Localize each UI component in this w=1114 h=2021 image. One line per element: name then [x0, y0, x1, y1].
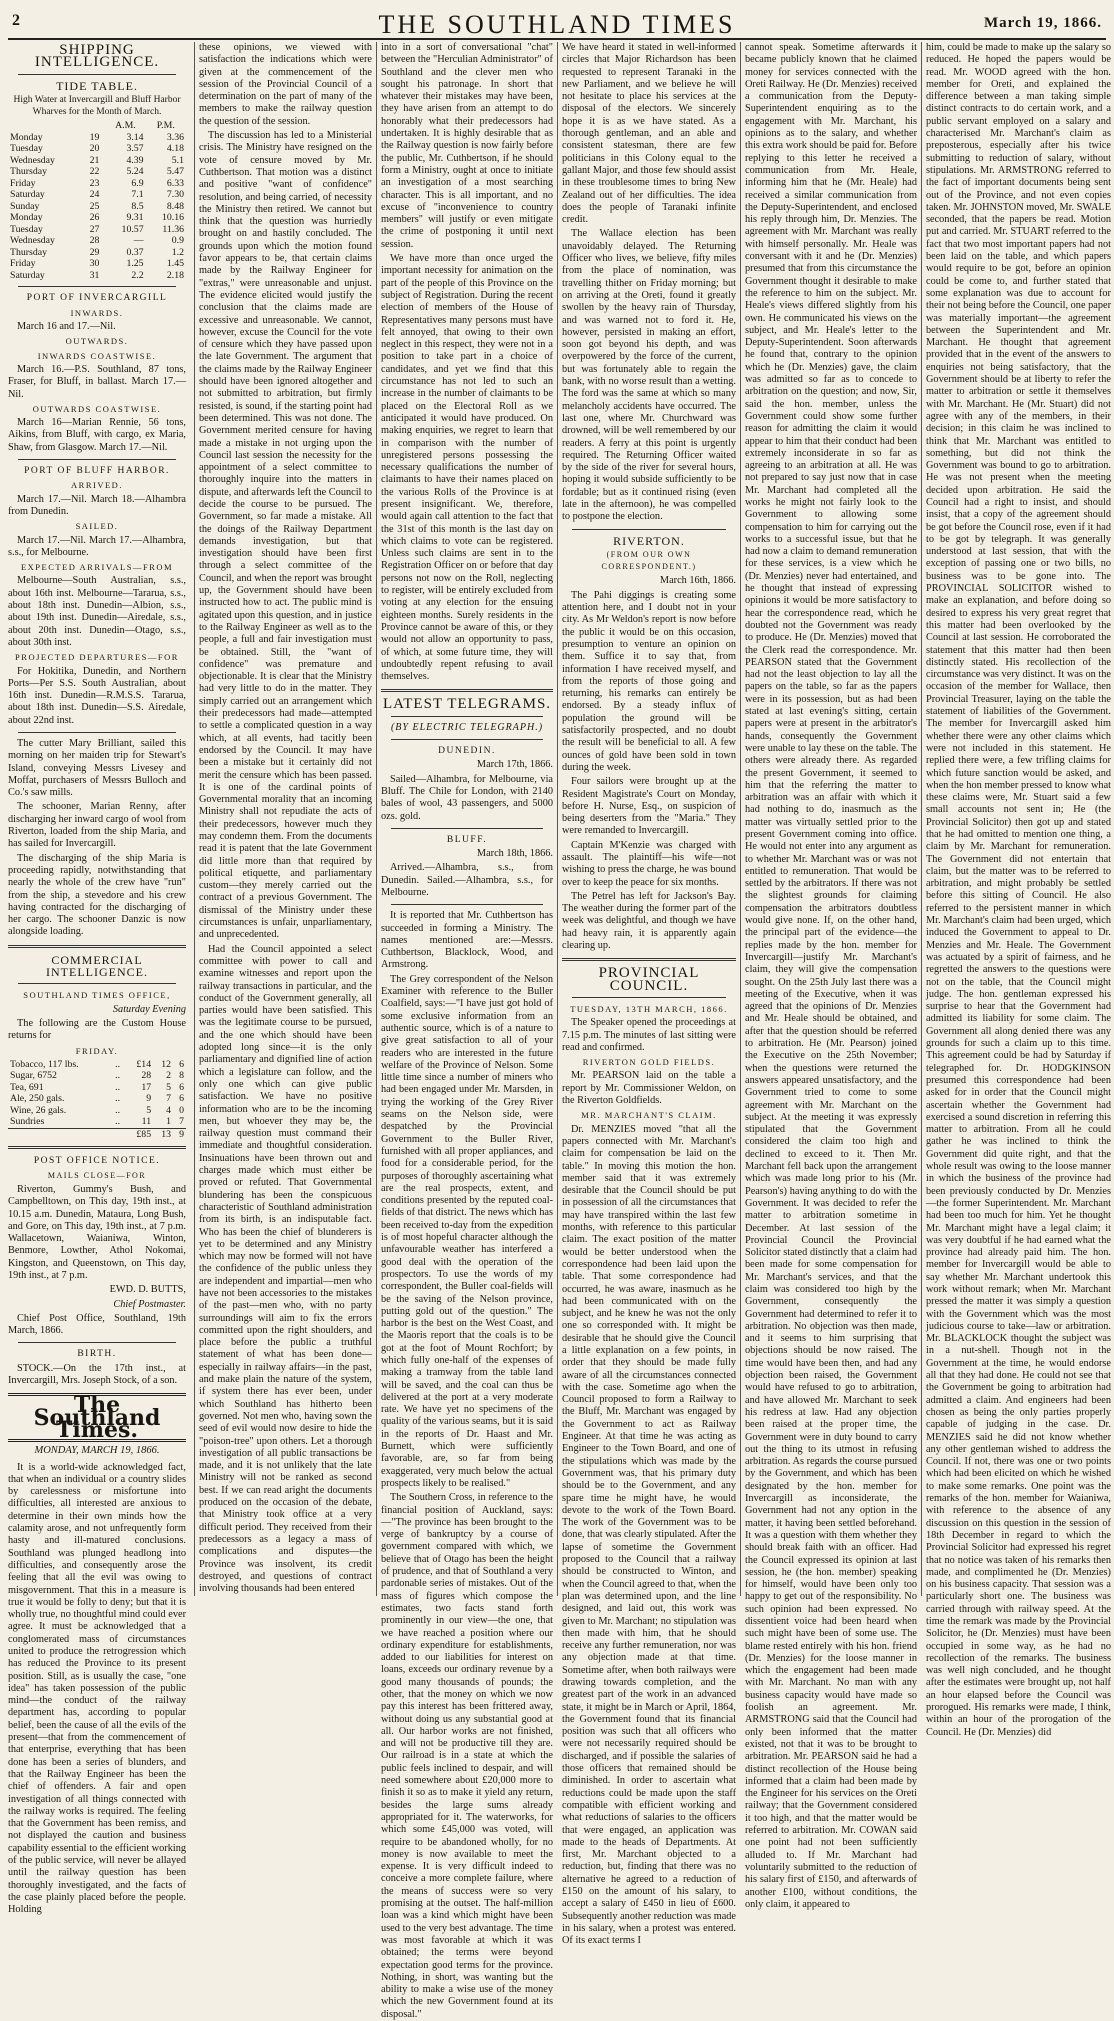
- tide-header-am: A.M.: [115, 120, 136, 132]
- tide-row: [8, 247, 186, 259]
- sailed-text: March 17.—Nil. March 17.—Alhambra, s.s., for Melbourne.: [8, 534, 186, 558]
- tide-cell: Monday: [10, 212, 43, 224]
- customs-cell: Wine, 26 gals.: [10, 1104, 67, 1116]
- riverton-heading: RIVERTON.: [613, 533, 685, 548]
- tide-cell: 9.31: [126, 212, 144, 224]
- customs-total: £85: [136, 1128, 152, 1140]
- council-paragraph: The Speaker opened the proceedings at 7.15 p.m. The minutes of last sitting were read and confirmed.: [562, 1017, 736, 1053]
- customs-cell: 5: [146, 1104, 152, 1116]
- tide-row: [8, 224, 186, 236]
- tide-cell: 6.9: [131, 177, 144, 189]
- tide-row: [8, 212, 186, 224]
- tide-cell: 31: [89, 269, 100, 281]
- tide-cell: Tuesday: [10, 223, 43, 235]
- customs-cell: ..: [115, 1104, 121, 1116]
- bluff-date: March 18th, 1866.: [476, 848, 553, 860]
- tide-cell: 29: [89, 246, 100, 258]
- column-4: [557, 42, 736, 1947]
- tide-cell: 2.2: [131, 269, 144, 281]
- tide-table-title: TIDE TABLE.: [56, 78, 138, 93]
- bluff-heading: BLUFF.: [446, 834, 488, 845]
- port-invercargill-heading: PORT OF INVERCARGILL: [26, 293, 168, 304]
- customs-row: [8, 1105, 186, 1117]
- commercial-day: Saturday Evening: [112, 1003, 186, 1015]
- tide-cell: 27: [89, 223, 100, 235]
- customs-cell: Tea, 691: [10, 1081, 44, 1093]
- news-paragraph: The Southern Cross, in reference to the financial position of Auckland, says:—"The province has been brought to the verge of bankruptcy by a course of government compared with which, we believe that of Otago has been the height of prudence, and that of Southland a very pardonable series of mistakes. Out of the mass of figures which compose the estimates, two facts stand forth prominently in our view—the one, that we have reached a position where our ordinary expenditure for establishments, added to our liabilities for interest on loans, exceeds our ordinary revenue by a good many thousands of pounds; the other, that the money on which we now pay this interest has been frittered away, without doing us any substantial good at all. Our harbor works are not finished, and will not be productive till they are. Our railroad is in a state at which the public feels inclined to despair, and will need somewhere about £20,000 more to finish it so as to make it yield any return, besides the large sums already appropriated for it. The waterworks, for which some £45,000 was voted, will require to be abandoned wholly, for no money is now available to meet the expense. It is very difficult indeed to conceive a more complete failure, where the means of success were so very promising at the outset. The half-million loan was a kind which might have been used to the very best advantage. The time was most favorable at which it was obtained; the terms were beyond expectation good terms for the province. Nothing, in short, was wanting but the ability to make a wise use of the money which the new Government found at its disposal.": [381, 1492, 553, 2020]
- riverton-paragraph: The Petrel has left for Jackson's Bay. The weather during the former part of the week was delightful, and though we have had heavy rain, it is apparently again clearing up.: [562, 890, 736, 952]
- customs-cell: 7: [166, 1093, 172, 1105]
- customs-cell: 11: [141, 1116, 152, 1128]
- port-bluff-heading: PORT OF BLUFF HARBOR.: [24, 466, 170, 477]
- tide-note: High Water at Invercargill and Bluff Harbor Wharves for the Month of March.: [13, 94, 181, 118]
- tide-cell: 4.18: [166, 143, 184, 155]
- tide-cell: 24: [89, 189, 100, 201]
- telegrams-subheading: (BY ELECTRIC TELEGRAPH.): [390, 721, 544, 733]
- council-paragraph: cannot speak. Sometime afterwards it became publicly known that he claimed money for services connected with the Oreti Railway. He (Dr. Menzies) received a communication from the Deputy-Superintendent enquiring as to the engagement with Mr. Marchant, his opinions as to the salary, and whether this extra work should be paid for. Before replying to this letter he received a communication from Mr. Heale, informing him that he (Mr. Heale) had received a similar communication from the Deputy-Superintendent, and enclosed his reply through him, Dr. Menzies. The agreement with Mr. Marchant was really with himself personally. Mr. Heale was conversant with it and he (Dr. Menzies) presumed that from this circumstance the Government thought it desirable to make the reference to him on the subject. Mr. Heale's views differed slightly from his own. He communicated his views on the subject, and Mr. Heale's letter to the Deputy-Superintendent. Soon afterwards he found that, contrary to the opinion which he (Dr. Menzies) gave, the claim was admitted so far as to concede to arbitration on the question; and now, Sir, said the hon. member, unless the Government could show some further reason for admitting the claim it would appear to him that their conduct had been extremely inconsiderate in so far as agreeing to an arbitration at all. He was not prepared to say just now that in case Mr. Marchant had completed all the works he might not fairly look to the Government to allowing some compensation to him for carrying out the works to a successful issue, but that he had now a claim to demand remuneration for these services, is a view which he (Dr. Menzies) never had entertained, and he thought that instead of expressing opinions it would be more satisfactory to hear the correspondence read, which he doubted not the Government was ready to produce. He (Dr. Menzies) moved that the Clerk read the correspondence. Mr. PEARSON stated that the Government had not the least objection to lay all the papers on the table, so far as the papers were in its possession, but as had been stated at last evening's sitting, certain papers were at present in the arbitrator's hands, consequently the Government were unable to lay these on the table. The others were already there. As regarded the present Government, it seemed to him that the referring the matter to arbitration was an affair with which it had nothing to do, inasmuch as the matter was virtually settled prior to the present Government coming into office. He would not enter into any argument as to whether Mr. Marchant was or was not entitled to remuneration. That would be settled by the arbitrators. If there was not the slightest grounds for claiming compensation the arbitrators doubtless would give none. If, on the other hand, the principal part of the evidence—the replies made by the hon. member for Invercargill—justify Mr. Marchant's claim, they will give the compensation sought. On the 25th July last there was a meeting of the Executive, when it was agreed that the opinions of Dr. Menzies and Mr. Heale should be obtained, and after that the question should be referred to arbitration. He (Mr. Pearson) joined the Executive on the 25th November; when the questions were returned the answers appeared unsatisfactory, and the Government tried to come to some agreement with Mr. Marchant on the subject. At the meeting it was expressly stipulated that the Government considered the claim too high and declined to exceed to it. Then Mr. Marchant fell back upon the arrangement which was made long prior to his (Mr. Pearson's) having anything to do with the Government. It was decided to refer the matter to arbitration sometime in December. At last session of the Provincial Council the Provincial Solicitor stated distinctly that a claim had been made for some compensation for Mr. Marchant's services, and that the claim was considered too high by the Government, consequently the Government had determined to refer it to arbitration. No objection was then made, and it seems to him surprising that objections should be now raised. The time would have been then, and had any objection been raised, the Government would have refused to go to arbitration, and have allowed Mr. Marchant to seek his redress at law. Had any objection been raised at the proper time, the Government were in duty bound to carry out the thing to its utmost in refusing arbitration. As regards the course pursued by the Government, and which has been designated by the hon. member for Invercargill as inconsiderate, the Government had not any option in the matter, it having been settled beforehand. It was a question with them whether they should break faith with an officer. Had the Council expressed its opinion at last session, he (the hon. member) speaking for himself, would have been only too happy to get out of the responsibility. No such opinion had been expressed. No dissentient voice had been heard when such might have been of some use. The blame rested entirely with his hon. friend (Dr. Menzies) for the loose manner in which the engagement had been made with Mr. Marchant. No man with any business capacity would have made so foolish an agreement. Mr. ARMSTRONG said that the Council had only been informed that the matter existed, not that it was to be brought to arbitration. Mr. PEARSON said he had a distinct recollection of the House being informed that a claim had been made by the Engineer for his services on the Oreti railway; that the Government considered it too high, and that the matter would be referred to arbitration. Mr. COWAN said one point had not been sufficiently alluded to. If Mr. Marchant had voluntarily submitted to the reduction of his salary first of £150, and afterwards of another £100, without conditions, the only claim, it appeared to: [745, 42, 917, 1910]
- column-5: [740, 42, 917, 1910]
- customs-cell: 9: [146, 1093, 152, 1105]
- column-1: [8, 42, 186, 1916]
- newspaper-title: THE SOUTHLAND TIMES: [378, 10, 736, 39]
- post-office-place: Chief Post Office, Southland, 19th March, 1866.: [8, 1312, 186, 1337]
- council-heading: PROVINCIAL COUNCIL.: [598, 965, 700, 994]
- tide-cell: 7.1: [131, 189, 144, 201]
- customs-cell: Sugar, 6752: [10, 1070, 57, 1082]
- tide-cell: 25: [89, 200, 100, 212]
- council-date: TUESDAY, 13TH MARCH, 1866.: [570, 1003, 728, 1014]
- tide-cell: Tuesday: [10, 143, 43, 155]
- arrived-text: March 17.—Nil. March 18.—Alhambra from Dunedin.: [8, 493, 186, 517]
- tide-cell: Thursday: [10, 246, 48, 258]
- riverton-date: March 16th, 1866.: [659, 575, 736, 587]
- tide-cell: 21: [89, 154, 100, 166]
- tide-cell: 3.36: [166, 131, 184, 143]
- tide-row: [8, 201, 186, 213]
- tide-cell: 23: [89, 177, 100, 189]
- tide-cell: 3.57: [126, 143, 144, 155]
- tide-header-pm: P.M.: [156, 120, 175, 132]
- customs-cell: ..: [115, 1081, 121, 1093]
- customs-cell: 7: [179, 1116, 184, 1128]
- news-paragraph: It is reported that Mr. Cuthbertson has succeeded in forming a Ministry. The names mentioned are:—Messrs. Cuthbertson, Blacklock, Wood, and Armstrong.: [381, 910, 553, 971]
- tide-cell: Sunday: [10, 200, 40, 212]
- editorial-masthead: The Southland Times.: [8, 1393, 186, 1442]
- tide-table: [8, 120, 186, 281]
- customs-cell: 2: [166, 1070, 172, 1082]
- tide-cell: 7.30: [166, 189, 184, 201]
- projected-text: For Hokitika, Dunedin, and Northern Ports—Per S.S. South Australian, about 16th inst. Dunedin—R.M.S.S. Tararua, about 18th inst. Dunedin—S.S. Airedale, about 22nd inst.: [8, 665, 186, 726]
- column-2: [194, 42, 372, 1596]
- tide-cell: 4.39: [126, 154, 144, 166]
- tide-cell: 19: [89, 131, 100, 143]
- tide-cell: 1.2: [171, 246, 184, 258]
- tide-cell: Saturday: [10, 189, 45, 201]
- shipping-news-paragraph: The schooner, Marian Renny, after discharging her inward cargo of wool from Riverton, loaded from the ship Maria, and has sailed for Invercargill.: [8, 801, 186, 850]
- customs-cell: ..: [115, 1070, 121, 1082]
- shipping-news-paragraph: The cutter Mary Brilliant, sailed this morning on her maiden trip for Stewart's Island, conveying Messrs Livesey and Moffat, purchasers of Messrs Bulloch and Co.'s saw mills.: [8, 737, 186, 799]
- customs-cell: ..: [115, 1116, 121, 1128]
- shipping-news-paragraph: The discharging of the ship Maria is proceeding rapidly, notwithstanding that nearly the whole of the crew have "run" from the ship, a stevedore and his crew having contracted for the discharging of her cargo. The schooner Danzic is now alongside loading.: [8, 852, 186, 938]
- tide-cell: 8.48: [166, 200, 184, 212]
- inwards-coast-text: March 16.—P.S. Southland, 87 tons, Fraser, for Bluff, in ballast. March 17.—Nil.: [8, 363, 186, 400]
- masthead: [8, 6, 1106, 40]
- column-3: [376, 42, 553, 2020]
- customs-row: [8, 1116, 186, 1128]
- mails-close-label: MAILS CLOSE—FOR: [47, 1170, 147, 1180]
- tide-cell: Wednesday: [10, 235, 55, 247]
- tide-cell: 10.57: [121, 223, 144, 235]
- customs-row: [8, 1070, 186, 1082]
- customs-cell: 4: [166, 1104, 172, 1116]
- customs-cell: 1: [166, 1116, 172, 1128]
- page-number: 2: [12, 12, 20, 29]
- tide-cell: Friday: [10, 258, 36, 270]
- post-office-text: Riverton, Gummy's Bush, and Campbelltown, on This day, 19th inst., at 10.15 a.m. Dunedin, Mataura, Long Bush, and Gore, on This day, 19th inst., at 7 p.m. Wallacetown, Waianiwa, Winton, Benmore, Lowther, Athol Nokomai, Kingston, and Queenstown, on This day, 19th inst., at 7 p.m.: [8, 1183, 186, 1281]
- birth-heading: BIRTH.: [77, 1349, 117, 1360]
- customs-cell: Sundries: [10, 1116, 45, 1128]
- tide-cell: 22: [89, 166, 100, 178]
- tide-row: [8, 132, 186, 144]
- editorial-paragraph: these opinions, we viewed with satisfaction the indications which were given at the commencement of the session of the Provincial Council of a determination on the part of many of the members to make the railway question the question of the session.: [199, 42, 372, 127]
- dunedin-date: March 17th, 1866.: [476, 759, 553, 771]
- outwards-coast-text: March 16—Marian Rennie, 56 tons, Aikins, from Bluff, with cargo, ex Maria, Shaw, from Glasgow. March 17.—Nil.: [8, 417, 186, 453]
- tide-cell: —: [133, 235, 144, 247]
- postmaster-name: EWD. D. BUTTS,: [109, 1284, 186, 1296]
- customs-cell: 6: [179, 1058, 184, 1070]
- news-paragraph: We have heard it stated in well-informed circles that Major Richardson has been requested to represent Taranaki in the new Parliament, and we believe he will not hesitate to place his services at the disposal of the electors. We sincerely hope it is as we have stated. As a thorough gentleman, and an able and consistent statesman, there are few politicians in this Colony equal to the gallant Major, and those few should assist in these troublesome times to bring New Zealand out of her difficulties. The idea does the people of Taranaki infinite credit.: [562, 42, 736, 226]
- tide-cell: 26: [89, 212, 100, 224]
- birth-notice: STOCK.—On the 17th inst., at Invercargill, Mrs. Joseph Stock, of a son.: [8, 1362, 186, 1387]
- customs-cell: Ale, 250 gals.: [10, 1093, 65, 1105]
- tide-cell: 1.25: [126, 258, 144, 270]
- customs-cell: £14: [136, 1058, 152, 1070]
- tide-cell: Friday: [10, 177, 36, 189]
- outwards-label: OUTWARDS.: [65, 336, 129, 347]
- customs-cell: 6: [179, 1093, 184, 1105]
- projected-label: PROJECTED DEPARTURES—FOR: [15, 652, 179, 663]
- expected-label: EXPECTED ARRIVALS—FROM: [20, 562, 174, 573]
- commercial-intro: The following are the Custom House returns for: [8, 1017, 186, 1042]
- editorial-dateline: MONDAY, MARCH 19, 1866.: [34, 1445, 160, 1457]
- expected-text: Melbourne—South Australian, s.s., about 16th inst. Melbourne—Tararua, s.s., about 18th inst. Dunedin—Albion, s.s., about 19th inst. Dunedin—Airedale, s.s., about 20th inst. Dunedin—Otago, s.s., about 30th inst.: [8, 575, 186, 648]
- council-paragraph: him, could be made to make up the salary so reduced. He hoped the papers would be read. Mr. WOOD agreed with the hon. member for Oreti, and explained the difference between a man taking simple distinct contracts to do certain work, and a public servant employed on a salary and characterised Mr. Marchant's claim as preposterous, especially after his twice submitting to reduction of salary, without stipulations. Mr. ARMSTRONG referred to the fact of important documents being sent out of the Province, and not even copies taken. Mr. JOHNSTON moved, Mr. SWALE seconded, that the papers be read. Motion put and carried. Mr. STUART referred to the fact that two most important papers had not been laid on the table, and which papers would require to be got, before an opinion could be come to, and further stated that some explanation was due to account for their not being before the Council, one paper was materially important—the agreement between the Superintendent and Mr. Marchant. He thought that agreement provided that in the event of the answers to enquiries not being satisfactory, that the Government should be at liberty to refer the matter to arbitration or settle it themselves with Mr. Marchant. He (Mr. Stuart) did not agree with any of the members, in their decision; in this claim he was inclined to think that Mr. Marchant was entitled to something, but did not think the Government was bound to go to arbitration. He was not present when the meeting decided upon arbitration. He said the Council had a right to insist, and should insist, that a copy of the agreement should be got before the Council rose, even if it had to be got by telegraph. It was generally understood at last session, that with the exception of passing one or two bills, no business was to be gone into. The PROVINCIAL SOLICITOR wished to make an explanation, and before doing so desired to express his very great regret that this matter had been overlooked by the Council at last session. He corroborated the statement that this matter had then been distinctly stated. His recollection of the circumstance was very distinct. It was on the occasion of the member for Wallace, then Provincial Treasurer, laying on the table the statement of liabilities of the Government. The member for Invercargill asked him whether there were any other claims which were not included in this statement. He replied there were, a few trifling claims for which future sanction would be asked, and when the hon member pressed to know what these claims were, Mr. Stuart said a few small accounts not sent in; He (the Provincial Solicitor) then got up and stated that he had omitted to mention one thing, a claim by Mr. Marchant for remuneration. The Government did not entertain that claim, but the matter was to be referred to arbitration, and might probably be settled before this sitting of Council. He also referred to the persistent manner in which Mr. Marchant's claim had been urged, which induced the Government to appeal to Dr. Menzies and Mr. Heale. The Government was actuated by a spirit of fairness, and he regretted the answers to the questions were not on the table, that the Council might judge. The hon. gentleman expressed his surprise to hear that the Government had admitted its liability for some claim. The Government all along denied there was any grounds for such a claim up to this time. This agreement could be had by Saturday if telegraphed for. Dr. HODGKINSON presumed this correspondence had been asked for in order that the Council might ascertain whether the Government had exercised a sound discretion in referring this matter to arbitration. From all he could gather he was inclined to think the Government did quite right, and that the whole result was owing to the loose manner in which the business of the province had been previously conducted by Dr. Menzies—the former Superintendent. Mr. Marchant had been too much for him. Yet he thought Mr. Marchant might have a legal claim; it was very doubtful if he had earned what the province had already paid him. The hon. member for Invercargill would be able to say whether Mr. Marchant undertook this work without remark; when Mr. Marchant pressed the matter it was simply a question with the Government which was the most judicious course to take—law or arbitration. Mr. BLACKLOCK thought the subject was in a nut-shell. Though not in the Government at the time, he would endorse all that they had done. He could not see that the Government be going to arbitration had admitted a claim. And engineers had been chosen as being the only parties properly capable of judging in the case. Dr. MENZIES said he did not know whether any other gentleman wished to address the Council. If not, there was one or two points which had been elicited on which he wished to make some remarks. One point was the remarks of the hon. member for Waianiwa, with reference to the absence of any discussion on this question in the session of 18th December in regard to which the Provincial Solicitor had expressed his regret that no notice was taken of his remarks then made, and complimented he (Dr. Menzies) on his business capacity. That session was a particularly short one. The business was carried through with railway speed. At the time the remark was made by the Provincial Solicitor, he (Dr. Menzies) must have been occupied in some way, as he had no recollection of the remarks. The business was well nigh concluded, and he thought after the estimates were brought up, not half an hour elapsed before the Council was prorogued. His remarks were made, I think, within an hour of the prorogation of the Council. He (Dr. Menzies) did: [926, 42, 1111, 1738]
- customs-cell: Tobacco, 117 lbs.: [10, 1058, 79, 1070]
- tide-row: [8, 270, 186, 282]
- inwards-label: INWARDS.: [70, 307, 124, 318]
- riverton-paragraph: The Pahi diggings is creating some attention here, and I doubt not in your city. As Mr Weldon's report is now before the public it would be on this occasion, presumption to venture an opinion on them. Suffice it to say that, from information I have received myself, and from the reports of those going and returning, his remarks can entirely be endorsed. By a steady influx of population the ground will be satisfactorily prospected, and no doubt the result will be beneficial to all. A few ounces of gold have been sold in town during the week.: [562, 589, 736, 773]
- tide-cell: 10.16: [161, 212, 184, 224]
- dunedin-heading: DUNEDIN.: [438, 746, 496, 757]
- customs-row: [8, 1082, 186, 1094]
- tide-cell: 0.37: [126, 246, 144, 258]
- issue-date: March 19, 1866.: [983, 15, 1102, 31]
- tide-cell: 11.36: [162, 223, 184, 235]
- tide-cell: Monday: [10, 131, 43, 143]
- tide-cell: 1.45: [166, 258, 184, 270]
- riverton-goldfields-subheading: RIVERTON GOLD FIELDS.: [582, 1057, 716, 1068]
- customs-row: [8, 1059, 186, 1071]
- customs-cell: 17: [141, 1081, 152, 1093]
- post-office-heading: POST OFFICE NOTICE.: [33, 1156, 161, 1167]
- tide-cell: 28: [89, 235, 100, 247]
- tide-cell: 8.5: [131, 200, 144, 212]
- tide-row: [8, 178, 186, 190]
- customs-cell: 12: [161, 1058, 172, 1070]
- tide-cell: 0.9: [171, 235, 184, 247]
- editorial-paragraph: We have more than once urged the important necessity for animation on the part of the people of this Province on the subject of Registration. During the recent election of members of the House of Representatives many persons must have felt annoyed, that owing to their own neglect in this respect, they were not in a position to take part in a choice of candidates, and yet we find that this circumstance has not led to such an increase in the number of claimants to be placed on the Electoral Roll as we anticipated it would have produced. On making enquiries, we regret to learn that in comparison with the number of unregistered persons possessing the necessary qualifications the number of claimants to have their names placed on the various Rolls of the Province is at present insignificant. We, therefore, would again call attention to the fact that the 31st of this month is the last day on which claims to vote can be registered. Unless such claims are sent in to the Registration Officer on or before that day persons not now on the Roll, neglecting to register, will be entirely excluded from voting at any election for the ensuing eighteen months. Surely residents in the Province cannot be aware of this, or they would not allow an opportunity to pass, of which, at some future time, they will undoubtedly repent refusing to avail themselves.: [381, 253, 553, 683]
- tide-cell: 5.24: [126, 166, 144, 178]
- tide-row: [8, 258, 186, 270]
- dunedin-text: Sailed—Alhambra, for Melbourne, via Bluff. The Chile for London, with 2140 bales of wool, 43 passengers, and 5000 ozs. gold.: [381, 773, 553, 822]
- editorial-paragraph: The discussion has led to a Ministerial crisis. The Ministry have resigned on the vote of censure moved by Mr. Cuthbertson. That motion was a distinct and positive "want of confidence" resolution, and being carried, of necessity the Ministry then retired. We cannot but think that the question was hurriedly brought on and hastily concluded. The grounds upon which the motion found favor appears to be, that certain claims made by the Railway Engineer for "extras," were unreasonable and unjust. The evidence elicited would justify the conclusion that the claims made are excessive and unreasonable. We cannot, however, excuse the Council for the vote of censure which they have passed upon the late Government. The argument that the claims made by the Railway Engineer should have been ignored altogether and not submitted to arbitration, but firmly resisted, is sound, if the starting point had been determined. This was not done. The Government merited censure for having made a mistake in not urging upon the Council last session the necessity for the appointment of a select committee to thoroughly inquire into the matters in dispute, and afterwards left the Council to decide the course to be pursued. The Government, so far made a mistake. All the doings of the Railway Department demands investigation, but that investigation should have been first through a select committee of the Council, and when the report was brought up, the Government should have been instructed how to act. The public mind is agitated upon this question, and in justice to the Railway Engineer as well as to the people, a full and fair investigation must be obtained. Still, the "want of confidence" was premature and objectionable. It is clear that the Ministry had very little to do in the matter. They simply carried out an arrangement which their predecessors had made—attempted to settle a complicated question in a way which, at all events, had tacitly been endorsed by the Council. It may have been a mistake but it certainly did not merit the censure which has been passed. It is one of the cardinal points of Governmental morality that an incoming Ministry shall not repudiate the acts of their predecessors, however much they may condemn them. From the documents read it is patent that the late Government did little more than that required by political etiquette, and parliamentary custom—they merely carried out the contract of a previous Government. The dismissal of the Ministry under these circumstances is unfair, unparliamentary, and unprecedented.: [199, 130, 373, 941]
- tide-cell: Thursday: [10, 166, 48, 178]
- tide-cell: 30: [89, 258, 100, 270]
- news-paragraph: The Grey correspondent of the Nelson Examiner with reference to the Buller Coalfield, says:—"I have just got hold of some exclusive information from an authentic source, which is of a nature to give great satisfaction to all of your readers who are interested in the future welfare of the Province of Nelson. Some little time since a number of miners who had been engaged under Mr. Marsden, in trying the working of the Grey River seams on the Nelson side, were despatched by the Provincial Government to the Buller River, furnished with all proper appliances, and food for a considerable period, for the purposes of thoroughly ascertaining what are the real prospects, extent, and conditions presented by the reputed coal-fields of that district. The news which has been received to-day from the expedition is of most hopeful character although the unfavourable weather has interfered a good deal with the operation of the prospectors. To use the words of my correspondent, the Buller coal-fields will be the saving of the Nelson province, putting gold out of the question." The harbor is the best on the West Coast, and the Maoris report that the coals is to be got at the foot of Mount Rochfort; by which fully one-half of the expenses of making a tramway from the table land will be saved, and the coal can thus be delivered at the port at a very moderate rate. We have yet no specimens of the quality of the various seams, but it is said in the reports of Dr. Haast and Mr. Burnett, which were sufficiently favorable, are, so far from being exaggerated, very much below the actual prospects likely to be realised.": [381, 973, 553, 1489]
- tide-row: [8, 155, 186, 167]
- column-6: [921, 42, 1111, 1738]
- riverton-paragraph: Four sailors were brought up at the Resident Magistrate's Court on Monday, before H. Nurse, Esq., on suspicion of being deserters from the "Maria." They were remanded to Invercargill.: [562, 776, 736, 837]
- shipping-heading: SHIPPING INTELLIGENCE.: [34, 42, 160, 71]
- tide-cell: Saturday: [10, 269, 45, 281]
- sailed-label: SAILED.: [75, 521, 119, 532]
- inwards-text: March 16 and 17.—Nil.: [17, 321, 116, 333]
- editorial-paragraph: Had the Council appointed a select committee with power to call and examine witnesses and report upon the railway transactions in particular, and the conduct of the Government generally, all parties would have been satisfied. This was the legitimate course to be pursued, and the one which should have been adopted long since—it is the only parliamentary and dignified line of action which a legislature can follow, and the only one which can give public satisfaction. We have no positive information who are to be the incoming men, but whoever they may be, the railway question must command their immediate and thoughtful consideration. Insinuations have been thrown out and charges made which must either be proved or refuted. That Governmental blundering has been the conspicuous characteristic of Southland administration from its birth, is an indisputable fact. Who has been the chief of blunderers is yet to be determined and any Ministry which may now be formed will not have the confidence of the public unless they are independent and impartial—men who have not been accessories to the mistakes of the past—men who, with no party surroundings will aim to fix the errors committed upon the right shoulders, and place before the public a truthful statement of what has been done—especially in railway affairs—in the past, and make plain the nature of the system, if system there has ever been, under which Southland has hitherto been governed. Not men who, having sown the seed of evil would now desire to hide the "poison-tree" upon others. Let a thorough investigation of all public transactions be made, and it is not unlikely that the late Ministry will not be ranked as second best. If we can read aright the documents produced on the occasion of the debate, that Ministry took office at a very difficult period. They received from their predecessors as a legacy a mass of complications and disputes—the Province was insolvent, its credit destroyed, and questions of contract involving thousands had been entered: [199, 943, 372, 1595]
- customs-table: Tobacco, 117 lbs. .. £14 12 6 Sugar, 6752 .. 28 2 8 Tea, 691 .. 17 5 6 Ale, 250 gals. .. 9 7 6 Wine, 26 gals. .. 5 4 0 Sundries .. 11 1 7 £85 13 9: [10, 1058, 184, 1140]
- tide-cell: 5.1: [171, 154, 184, 166]
- outwards-coast-label: OUTWARDS COASTWISE.: [32, 403, 162, 414]
- council-paragraph: Mr. PEARSON laid on the table a report by Mr. Commissioner Weldon, on the Riverton Goldfields.: [562, 1070, 736, 1107]
- commercial-heading: COMMERCIAL INTELLIGENCE.: [46, 952, 148, 980]
- arrived-label: ARRIVED.: [71, 480, 123, 491]
- bluff-text: Arrived.—Alhambra, s.s., from Dunedin. Sailed.—Alhambra, s.s., for Melbourne.: [381, 862, 553, 898]
- commercial-office: SOUTHLAND TIMES OFFICE,: [23, 990, 171, 1001]
- editorial-paragraph: into in a sort of conversational "chat" between the "Herculian Administrator" of Southland and the clever men who sought his patronage. In short that whatever their mistakes may have been, they have arisen from an attempt to do honorably what their predecessors had undertaken. It is highly desirable that as the Railway question is now fairly before the public, Mr. Cuthbertson, if he should form a Ministry, ought at once to initiate an investigation of a most searching character. This is all important, and no excuse of "inconvenience to country members" will justify or even mitigate the crime of postponing it until next session.: [381, 42, 553, 250]
- tide-row: [8, 235, 186, 247]
- customs-cell: 0: [179, 1104, 184, 1116]
- telegrams-heading: LATEST TELEGRAMS.: [382, 696, 552, 713]
- tide-cell: 3.14: [126, 131, 144, 143]
- tide-cell: 6.33: [166, 177, 184, 189]
- inwards-coast-label: INWARDS COASTWISE.: [37, 350, 157, 361]
- customs-cell: 28: [141, 1070, 152, 1082]
- tide-cell: 5.47: [166, 166, 184, 178]
- customs-row: [8, 1093, 186, 1105]
- tide-cell: Wednesday: [10, 154, 55, 166]
- tide-row: [8, 189, 186, 201]
- marchant-claim-subheading: MR. MARCHANT'S CLAIM.: [581, 1110, 717, 1121]
- customs-cell: 8: [179, 1070, 184, 1082]
- customs-cell: ..: [115, 1093, 121, 1105]
- postmaster-role: Chief Postmaster.: [113, 1298, 186, 1310]
- council-paragraph: Dr. MENZIES moved "that all the papers connected with Mr. Marchant's claim for compensation be laid on the table." In moving this motion the hon. member said that it was extremely desirable that the Council should be put in possession of all the circumstances that may have transpired within the last few months, with reference to this particular claim. The exact position of the matter would be better understood when the correspondence had been laid upon the table. That some correspondence had occurred, he was aware, inasmuch as he had been communicated with on the subject, and he knew he was not the only one so corresponded with. It might be desirable that he should give the Council a little explanation on a few points, in order that they should be made fully aware of all the circumstances connected with the case. Sometime ago when the Council proposed to form a Railway to the Bluff, Mr. Marchant was engaged by the Government to act as Railway Engineer. At that time he was acting as Engineer to the Town Board, and one of the stipulations which was made by the Government was, that his primary duty should be to the Government, and any spare time he might have, he would devote to the work of the Town Board. The work of the Government was to be done, that was clearly stipulated. After the lapse of sometime the Government proposed to the Council that a railway should be constructed to Winton, and when the Council agreed to that, when the plan was determined upon, and the line designed, and laid out, this work was given to Mr. Marchant; no stipulation was then made with him, that he should receive any further remuneration, nor was any objection made at that time. Sometime after, when both railways were drawing towards completion, and the greatest part of the work in an advanced state, it might be in March or April, 1864, the Government found that its financial position was such that all officers who were not necessarily required should be discharged, and if possible the salaries of those officers that remained should be diminished. In order to ascertain what reductions could be made upon the staff compatible with efficient working and what reductions of salaries to the officers that were engaged, an application was made to the heads of Departments. At first, Mr. Marchant objected to a reduction, but, finding that there was no alternative he agreed to a reduction of £150 on the amount of his salary, to accept a salary of £450 in lieu of £600. Subsequently another reduction was made in his salary, when a protest was entered. Of its exact terms I: [562, 1123, 736, 1947]
- customs-cell: 6: [179, 1081, 184, 1093]
- customs-cell: 5: [166, 1081, 172, 1093]
- tide-row: [8, 166, 186, 178]
- news-paragraph: The Wallace election has been unavoidably delayed. The Returning Officer who lives, we believe, fifty miles from the place of nomination, was travelling thither on Friday morning; but on arriving at the Oreti, found it greatly swollen by the heavy rain of Thursday, and was warned not to ford it. He, however, persisted in making an effort, soon got beyond his depth, and was overpowered by the force of the current, but was fortunately able to regain the bank, with no worse result than a wetting. The ford was the same at which so many melancholy accidents have occurred. The last one, where Mr. Churchward was drowned, will be well remembered by our readers. A ferry at this point is urgently required. The Returning Officer waited by the side of the river for several hours, hoping it would subside sufficiently to be fordable; but as it continued rising (even late in the afternoon), he was compelled to postpone the election.: [562, 228, 736, 523]
- riverton-paragraph: Captain M'Kenzie was charged with assault. The plaintiff—his wife—not wishing to press the charge, he was bound over to keep the peace for six months.: [562, 839, 736, 888]
- editorial-paragraph: It is a world-wide acknowledged fact, that when an individual or a country slides by carelessness or misfortune into difficulties, all interested are anxious to determine in their own minds how the calamity arose, and not unfrequently form hasty and ill-matured conclusions. Southland was plunged headlong into difficulties, and consequently arose the feeling that all the evil was owing to misgovernment. That this in a measure is true it would be folly to deny; but that it is wholly true, no thoughtful mind could ever agree. It must be acknowledged that a conglomerated mass of circumstances united to produce the retrogression which has reduced the Province to its present position. Still, as is usually the case, "one idea" has taken possession of the public mind—the conduct of the railway department has, according to popular belief, been the cause of all the evils of the present—that from the commencement of that enterprise, everything that has been done has been a series of blunders, and that the Railway Engineer has been the chief of offenders. A fair and open investigation of all things connected with the railway works is required. The feeling that the Government has been remiss, and not displayed the caution and business capability essential to the efficient working of the public service, will never be allayed until the railway question has been thoroughly investigated, and the facts of the case plainly placed before the people. Holding: [8, 1461, 186, 1916]
- tide-cell: 2.18: [166, 269, 184, 281]
- customs-cell: ..: [115, 1058, 121, 1070]
- tide-cell: 20: [89, 143, 100, 155]
- riverton-subheading: (FROM OUR OWN CORRESPONDENT.): [601, 549, 697, 572]
- tide-row: [8, 143, 186, 155]
- friday-label: FRIDAY.: [75, 1045, 119, 1056]
